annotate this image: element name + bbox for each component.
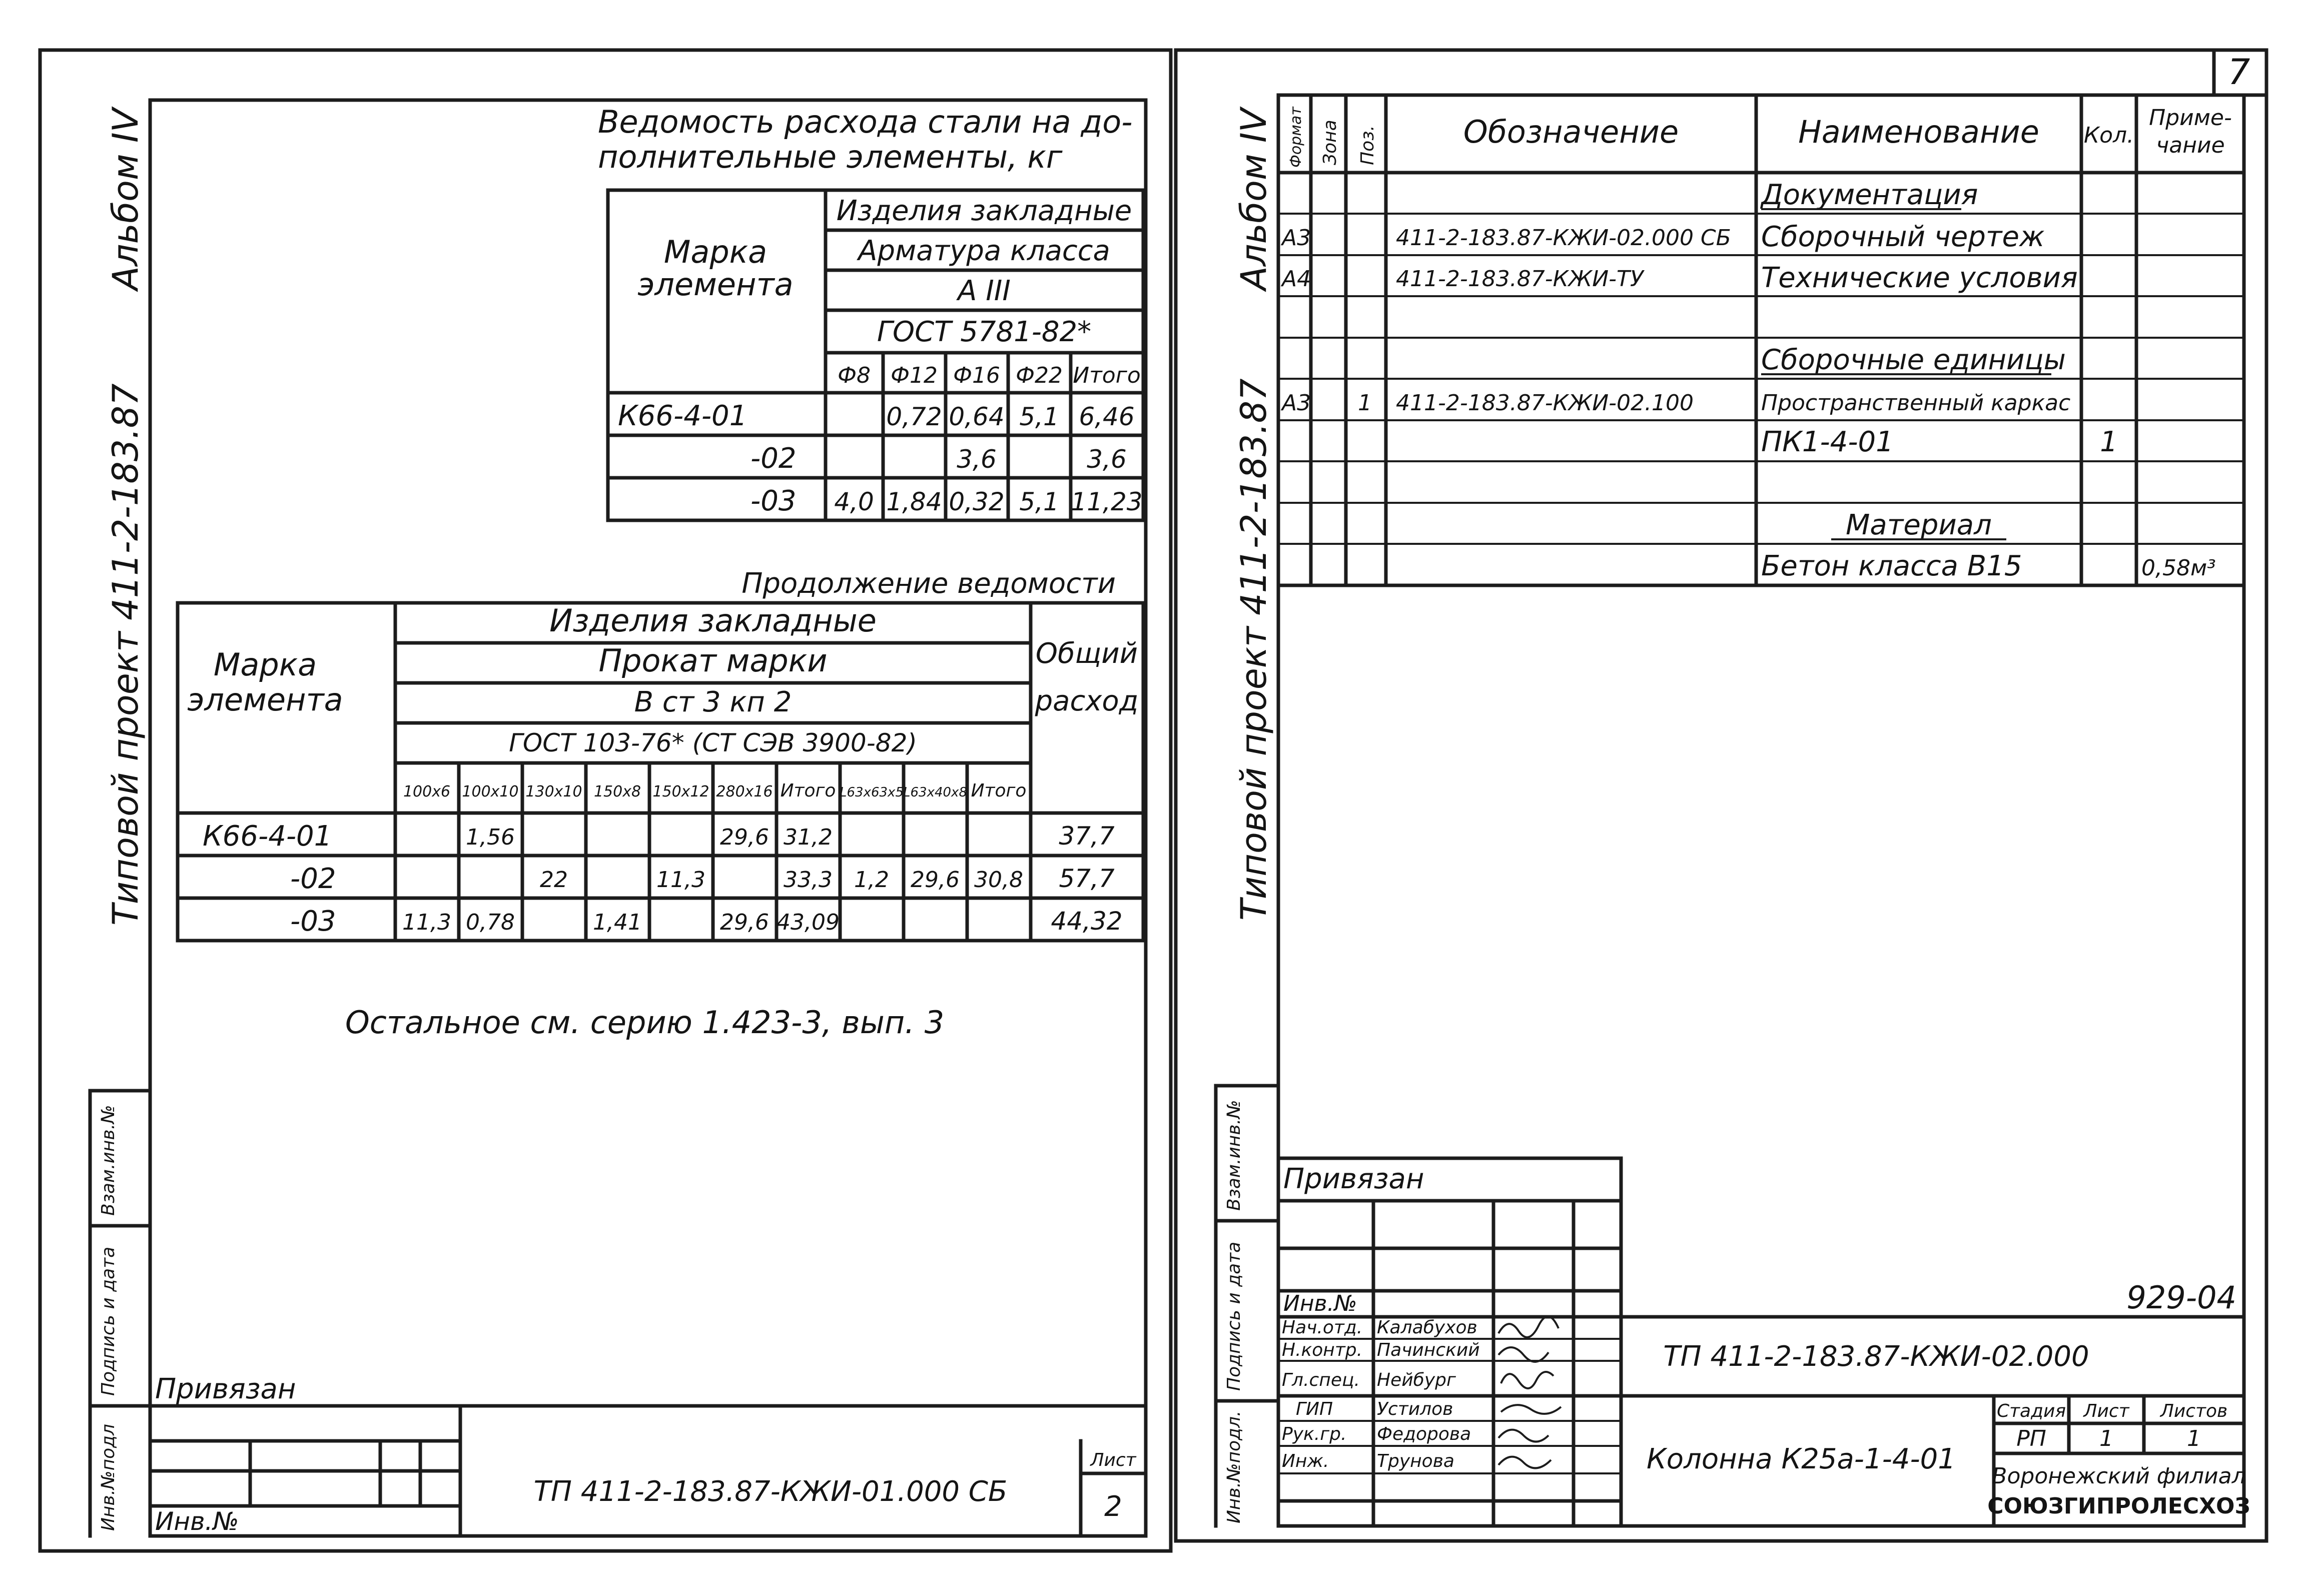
spec-section-material: Материал [1846, 509, 1992, 541]
spec-header-qty: Кол. [2083, 123, 2134, 148]
t2-col-1: 100х6 [403, 783, 451, 801]
side-stamp-sign: Подпись и дата [98, 1246, 119, 1396]
t2-r1-c7: 31,2 [784, 825, 833, 850]
side-stamp-replace-2: Взам.инв.№ [1224, 1100, 1244, 1211]
t1-r1-mark: К66-4-01 [618, 400, 747, 432]
t1-r3-c1: 4,0 [834, 487, 874, 516]
spec-header-name: Наименование [1798, 114, 2039, 150]
sheet-value: 1 [2099, 1426, 2113, 1451]
t1-col-4: Ф22 [1016, 363, 1063, 388]
t1-header-rebar-class: Арматура класса [858, 235, 1110, 267]
spec-header-designation: Обозначение [1463, 114, 1679, 150]
page-number: 7 [2227, 52, 2250, 93]
t2-r1-c2: 1,56 [466, 825, 515, 850]
t2-col-10: Итого [971, 780, 1027, 801]
spec-section-assembly: Сборочные единицы [1761, 344, 2066, 376]
spec-r2-fmt: А3 [1282, 225, 1311, 251]
spec-r6-des: 411-2-183.87-КЖИ-02.100 [1396, 390, 1694, 416]
t2-r3-c7: 43,09 [777, 910, 840, 935]
role-group-lead: Рук.гр. [1282, 1424, 1347, 1444]
spec-r6-pos: 1 [1358, 390, 1372, 416]
t2-header-gost: ГОСТ 103-76* (СТ СЭВ 3900-82) [509, 728, 917, 757]
t1-r3-c4: 5,1 [1019, 487, 1059, 516]
sheets-label: Листов [2160, 1401, 2228, 1421]
t2-total-header-1: Общий [1035, 637, 1138, 670]
steel-schedule-title-1: Ведомость расхода стали на до- [598, 104, 1133, 140]
sheet-label-2: Лист [2083, 1401, 2129, 1421]
t2-r2-c3: 22 [540, 867, 568, 893]
stage-label: Стадия [1996, 1401, 2066, 1421]
spec-r3-des: 411-2-183.87-КЖИ-ТУ [1396, 266, 1644, 292]
sheet-right-code: ТП 411-2-183.87-КЖИ-02.000 [1663, 1340, 2089, 1373]
t1-r2-c5: 3,6 [1087, 445, 1127, 474]
t2-r3-c1: 11,3 [402, 910, 451, 935]
t2-r2-mark: -02 [290, 863, 336, 895]
spec-header-zone: Зона [1320, 120, 1340, 165]
t1-r1-c2: 0,72 [886, 402, 942, 431]
role-head-name: Калабухов [1377, 1317, 1477, 1338]
t2-header-grade: В ст 3 кп 2 [634, 686, 792, 718]
t1-col-5: Итого [1073, 363, 1141, 388]
t1-r3-mark: -03 [750, 485, 797, 517]
sheet-label: Лист [1090, 1450, 1136, 1470]
t2-r3-mark: -03 [290, 905, 336, 938]
t1-r2-mark: -02 [750, 442, 797, 475]
steel-schedule-title-2: полнительные элементы, кг [598, 139, 1063, 175]
t2-total-header-2: расход [1035, 685, 1139, 717]
sheet-number: 2 [1104, 1490, 1122, 1523]
t1-r3-c2: 1,84 [886, 487, 942, 516]
t2-col-6: 280х16 [716, 783, 773, 801]
t1-r3-c3: 0,32 [949, 487, 1005, 516]
note-see-series: Остальное см. серию 1.423-3, вып. 3 [345, 1004, 945, 1041]
side-album-label: Альбом IV [105, 108, 146, 290]
t1-r3-c5: 11,23 [1071, 487, 1143, 516]
t2-r1-mark: К66-4-01 [203, 820, 332, 853]
t2-r3-c6: 29,6 [720, 910, 769, 935]
t2-header-rolled: Прокат марки [598, 642, 828, 679]
t2-col-5: 150х12 [652, 783, 709, 801]
t1-r1-c4: 5,1 [1019, 402, 1059, 431]
t2-r2-c8: 1,2 [854, 867, 889, 893]
sheets-value: 1 [2187, 1426, 2201, 1451]
t2-mark-header-2: элемента [187, 681, 343, 718]
t2-col-2: 100х10 [462, 783, 519, 801]
spec-r2-des: 411-2-183.87-КЖИ-02.000 СБ [1396, 225, 1731, 251]
t2-r3-total: 44,32 [1051, 907, 1123, 936]
t1-header-class: А III [958, 275, 1011, 307]
spec-header-note-1: Приме- [2149, 105, 2232, 131]
t1-header-embedded: Изделия закладные [836, 195, 1132, 227]
side-album-label-2: Альбом IV [1233, 108, 1274, 290]
t2-r1-total: 37,7 [1059, 822, 1115, 851]
role-engineer: Инж. [1282, 1451, 1329, 1471]
table-row [1831, 509, 2006, 541]
role-normcontrol: Н.контр. [1282, 1340, 1363, 1360]
t2-col-8: L63х63х5 [840, 785, 904, 800]
t2-col-9: L63х40х8 [903, 785, 967, 800]
spec-r6-fmt: А3 [1282, 390, 1311, 416]
t2-col-4: 150х8 [593, 783, 641, 801]
spec-r3-name: Технические условия [1761, 262, 2078, 294]
t1-mark-header-2: элемента [637, 266, 794, 303]
spec-r10-note: 0,58м³ [2141, 555, 2216, 581]
t2-col-3: 130х10 [525, 783, 582, 801]
t2-r1-c6: 29,6 [720, 825, 769, 850]
spec-r10-name: Бетон класса В15 [1761, 550, 2022, 582]
role-normcontrol-name: Пачинский [1377, 1340, 1480, 1360]
side-stamp-sign-2: Подпись и дата [1224, 1241, 1244, 1391]
org-name-2: СОЮЗГИПРОЛЕСХОЗ [1987, 1493, 2250, 1519]
t1-header-gost: ГОСТ 5781-82* [877, 316, 1092, 348]
spec-r7-name: ПК1-4-01 [1761, 426, 1894, 458]
t1-r1-c5: 6,46 [1079, 402, 1135, 431]
table-row [1760, 179, 1978, 211]
t2-col-7: Итого [780, 780, 836, 801]
role-chief-spec: Гл.спец. [1282, 1370, 1360, 1390]
spec-r6-name: Пространственный каркас [1761, 390, 2071, 416]
side-project-label: Типовой проект 411-2-183.87 [105, 383, 146, 926]
tied-label-2: Привязан [1283, 1163, 1424, 1195]
t1-col-2: Ф12 [891, 363, 938, 388]
spec-r3-fmt: А4 [1282, 266, 1311, 292]
t1-col-1: Ф8 [838, 363, 871, 388]
t2-r3-c2: 0,78 [466, 910, 515, 935]
t2-header-embedded: Изделия закладные [549, 602, 877, 639]
t2-r2-total: 57,7 [1059, 864, 1115, 893]
role-gip-name: Устилов [1377, 1399, 1453, 1419]
spec-r7-qty: 1 [2100, 426, 2118, 458]
inv-label: Инв.№ [155, 1507, 239, 1536]
side-stamp-inv-2: Инв.№подл. [1224, 1410, 1244, 1523]
t2-r2-c5: 11,3 [656, 867, 705, 893]
role-head: Нач.отд. [1282, 1317, 1363, 1338]
role-group-lead-name: Федорова [1377, 1424, 1471, 1444]
role-gip: ГИП [1296, 1399, 1333, 1419]
product-title: Колонна К25а-1-4-01 [1647, 1443, 1956, 1475]
t2-r3-c4: 1,41 [593, 910, 642, 935]
t2-mark-header-1: Марка [213, 646, 317, 683]
sheet-left-code: ТП 411-2-183.87-КЖИ-01.000 СБ [533, 1475, 1008, 1508]
t1-r2-c3: 3,6 [957, 445, 997, 474]
t2-r2-c10: 30,8 [974, 867, 1023, 893]
t1-col-3: Ф16 [953, 363, 1000, 388]
spec-header-pos: Поз. [1357, 125, 1378, 165]
spec-header-note-2: чание [2156, 133, 2225, 158]
side-stamp-inv: Инв.№подл [98, 1423, 119, 1531]
tied-label: Привязан [155, 1373, 296, 1405]
t1-r1-c3: 0,64 [949, 402, 1005, 431]
continuation-title: Продолжение ведомости [741, 567, 1116, 600]
org-name-1: Воронежский филиал [1992, 1463, 2246, 1489]
side-stamp-replace: Взам.инв.№ [98, 1105, 119, 1216]
spec-header-format: Формат [1287, 107, 1305, 168]
table-row [1280, 390, 2070, 416]
role-chief-spec-name: Нейбург [1377, 1370, 1456, 1390]
spec-r2-name: Сборочный чертеж [1761, 221, 2045, 253]
stage-value: РП [2016, 1426, 2046, 1451]
side-project-label-2: Типовой проект 411-2-183.87 [1233, 378, 1274, 921]
table-row [1761, 344, 2066, 376]
t1-mark-header-1: Марка [663, 234, 767, 270]
t2-r2-c7: 33,3 [784, 867, 833, 893]
t2-r2-c9: 29,6 [911, 867, 960, 893]
spec-section-documentation: Документация [1761, 179, 1978, 211]
role-engineer-name: Трунова [1377, 1451, 1454, 1471]
inv-label-2: Инв.№ [1283, 1291, 1357, 1316]
doc-number: 929-04 [2126, 1279, 2236, 1316]
